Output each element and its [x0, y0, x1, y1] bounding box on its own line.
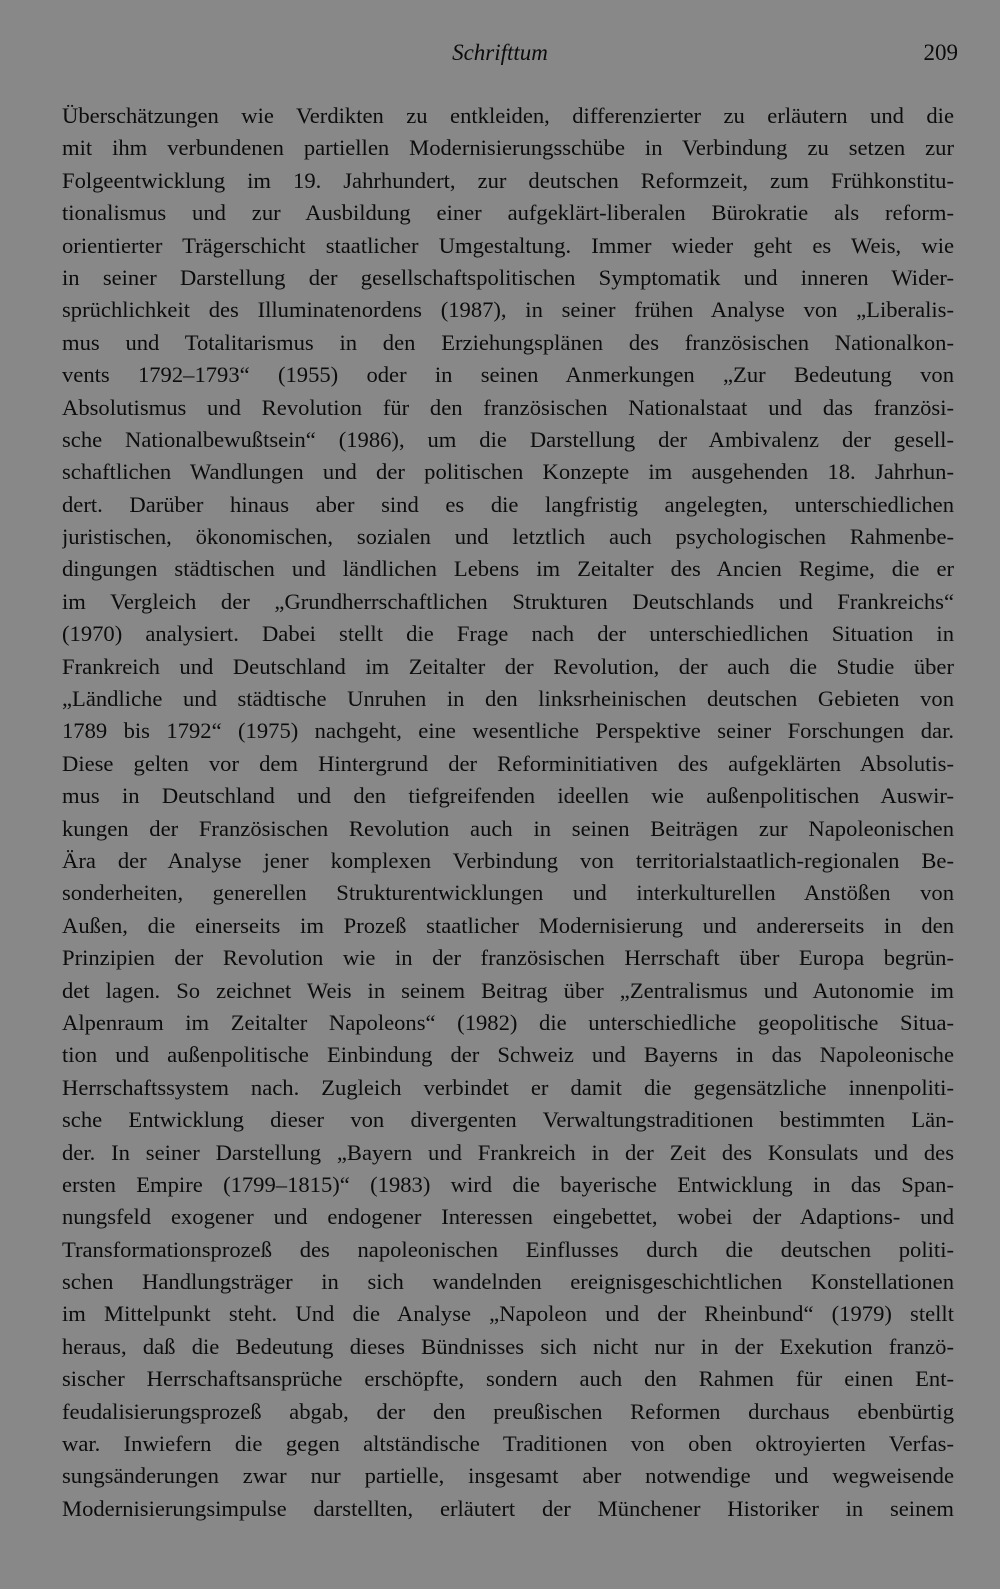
text-line: sonderheiten, generellen Strukturentwicklungen und interkulturellen Anstößen von [62, 880, 954, 906]
body-text [62, 100, 954, 1525]
text-line: schaftlichen Wandlungen und der politischen Konzepte im ausgehenden 18. Jahrhun- [62, 459, 954, 485]
text-line: im Mittelpunkt steht. Und die Analyse „Napoleon und der Rheinbund“ (1979) stellt [62, 1301, 954, 1327]
text-line: nungsfeld exogener und endogener Interessen eingebettet, wobei der Adaptions- und [62, 1204, 954, 1230]
text-line: mit ihm verbundenen partiellen Modernisierungsschübe in Verbindung zu setzen zur [62, 135, 954, 161]
text-line: Frankreich und Deutschland im Zeitalter der Revolution, der auch die Studie über [62, 653, 954, 679]
text-line: der. In seiner Darstellung „Bayern und Frankreich in der Zeit des Konsulats und des [62, 1139, 954, 1165]
text-line: orientierter Trägerschicht staatlicher Umgestaltung. Immer wieder geht es Weis, wie [62, 232, 954, 258]
text-line: dingungen städtischen und ländlichen Lebens im Zeitalter des Ancien Regime, die er [62, 556, 954, 582]
text-line: in seiner Darstellung der gesellschaftspolitischen Symptomatik und inneren Wider- [62, 264, 954, 290]
text-line: Absolutismus und Revolution für den französischen Nationalstaat und das französi- [62, 394, 954, 420]
text-line: „Ländliche und städtische Unruhen in den linksrheinischen deutschen Gebieten von [62, 686, 954, 712]
text-line: Überschätzungen wie Verdikten zu entkleiden, differenzierter zu erläutern und die [62, 103, 954, 128]
running-title: Schrifttum [452, 40, 548, 65]
text-line: kungen der Französischen Revolution auch in seinen Beiträgen zur Napoleonischen [62, 815, 954, 841]
running-head [0, 38, 1000, 72]
text-line: Alpenraum im Zeitalter Napoleons“ (1982) die unterschiedliche geopolitische Situa- [62, 1009, 954, 1035]
text-line: im Vergleich der „Grundherrschaftlichen Strukturen Deutschlands und Frankreichs“ [62, 588, 954, 614]
text-line: Außen, die einerseits im Prozeß staatlicher Modernisierung und andererseits in den [62, 912, 954, 938]
text-line: det lagen. So zeichnet Weis in seinem Beitrag über „Zentralismus und Autonomie im [62, 977, 954, 1003]
text-line: sungsänderungen zwar nur partielle, insgesamt aber notwendige und wegweisende [62, 1463, 954, 1489]
text-line: vents 1792–1793“ (1955) oder in seinen Anmerkungen „Zur Bedeutung von [62, 362, 954, 388]
text-line: sischer Herrschaftsansprüche erschöpfte, sondern auch den Rahmen für einen Ent- [62, 1366, 954, 1392]
text-line: tion und außenpolitische Einbindung der Schweiz und Bayerns in das Napoleonische [62, 1042, 954, 1068]
text-line: dert. Darüber hinaus aber sind es die langfristig angelegten, unterschiedlichen [62, 491, 954, 517]
text-line: Diese gelten vor dem Hintergrund der Reforminitiativen des aufgeklärten Absolutis- [62, 750, 954, 776]
text-line: Prinzipien der Revolution wie in der französischen Herrschaft über Europa begrün- [62, 945, 954, 971]
text-line: sche Nationalbewußtsein“ (1986), um die Darstellung der Ambivalenz der gesell- [62, 426, 954, 452]
text-line: 1789 bis 1792“ (1975) nachgeht, eine wesentliche Perspektive seiner Forschungen dar. [62, 718, 954, 744]
text-line: mus und Totalitarismus in den Erziehungsplänen des französischen Nationalkon- [62, 329, 954, 355]
text-line: Ära der Analyse jener komplexen Verbindung von territorialstaatlich-regionalen Be- [62, 847, 954, 873]
text-line: Folgeentwicklung im 19. Jahrhundert, zur deutschen Reformzeit, zum Frühkonstitu- [62, 167, 954, 193]
text-line: mus in Deutschland und den tiefgreifenden ideellen wie außenpolitischen Auswir- [62, 783, 954, 809]
text-line: sche Entwicklung dieser von divergenten Verwaltungstraditionen bestimmten Län- [62, 1107, 954, 1133]
text-line: juristischen, ökonomischen, sozialen und letztlich auch psychologischen Rahmenbe- [62, 524, 954, 550]
text-line: ersten Empire (1799–1815)“ (1983) wird die bayerische Entwicklung in das Span- [62, 1171, 954, 1197]
text-line: heraus, daß die Bedeutung dieses Bündnisses sich nicht nur in der Exekution franzö- [62, 1333, 954, 1359]
text-line: Modernisierungsimpulse darstellten, erläutert der Münchener Historiker in seinem [62, 1495, 954, 1521]
page-number: 209 [923, 40, 958, 65]
text-line: feudalisierungsprozeß abgab, der den preußischen Reformen durchaus ebenbürtig [62, 1398, 954, 1424]
text-line: war. Inwiefern die gegen altständische Traditionen von oben oktroyierten Verfas- [62, 1431, 954, 1457]
text-line: (1970) analysiert. Dabei stellt die Frage nach der unterschiedlichen Situation in [62, 621, 954, 647]
text-line: sprüchlichkeit des Illuminatenordens (1987), in seiner frühen Analyse von „Liberalis- [62, 297, 954, 323]
text-line: Herrschaftssystem nach. Zugleich verbindet er damit die gegensätzliche innenpoliti- [62, 1074, 954, 1100]
text-line: schen Handlungsträger in sich wandelnden ereignisgeschichtlichen Konstellationen [62, 1269, 954, 1295]
text-line: tionalismus und zur Ausbildung einer aufgeklärt-liberalen Bürokratie als reform- [62, 200, 954, 226]
text-line: Transformationsprozeß des napoleonischen Einflusses durch die deutschen politi- [62, 1236, 954, 1262]
